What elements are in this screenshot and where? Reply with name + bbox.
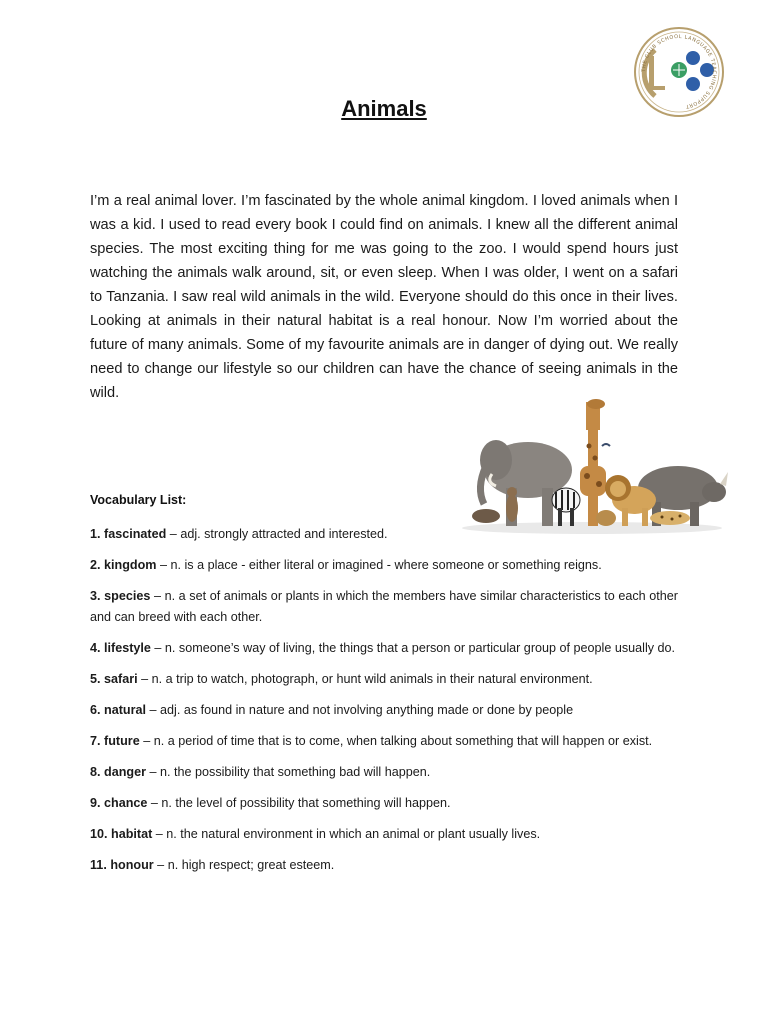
vocab-word: future [104,733,140,748]
vocabulary-list [90,524,678,886]
vocabulary-item [90,855,678,876]
vocab-number: 1. [90,527,101,541]
vocabulary-item [90,731,678,752]
vocab-definition: – n. a trip to watch, photograph, or hunt wild animals in their natural environment. [137,671,593,686]
vocab-word: danger [104,764,147,779]
vocab-definition: – n. the possibility that something bad will happen. [146,764,431,779]
vocabulary-item [90,762,678,783]
vocabulary-item [90,638,678,659]
vocab-definition: – n. the natural environment in which an animal or plant usually lives. [152,826,541,841]
vocabulary-item [90,586,678,627]
vocab-definition: – n. a set of animals or plants in which the members have similar characteristics to each other and can breed with each other. [90,589,678,624]
vocab-definition: – n. is a place - either literal or imagined - where someone or something reigns. [156,558,602,572]
vocab-word: habitat [111,826,153,841]
logo-ring-text: THE CLUB SCHOOL LANGUAGE TEACHING SUPPORT [640,33,718,110]
vocab-definition: – adj. as found in nature and not involving anything made or done by people [146,702,574,717]
vocab-definition: – adj. strongly attracted and interested. [166,527,388,541]
vocab-number: 8. [90,764,101,779]
vocab-number: 7. [90,733,101,748]
vocab-number: 11. [90,857,107,872]
page-title: Animals [341,96,427,121]
wild-animals-group-icon [456,396,728,536]
vocab-definition: – n. someone’s way of living, the things that a person or particular group of people usually do. [150,640,676,655]
vocab-word: fascinated [104,527,167,541]
vocabulary-item [90,555,678,576]
vocab-number: 10. [90,826,108,841]
vocab-definition: – n. a period of time that is to come, when talking about something that will happen or exist. [139,733,653,748]
vocabulary-item [90,524,678,545]
vocab-definition: – n. high respect; great esteem. [153,857,335,872]
vocab-word: safari [104,671,138,686]
vocab-word: species [104,589,151,603]
vocab-number: 4. [90,640,101,655]
vocab-number: 2. [90,558,101,572]
vocab-number: 9. [90,795,101,810]
vocabulary-item [90,793,678,814]
story-paragraph: I’m a real animal lover. I’m fascinated by the whole animal kingdom. I loved animals when I was a kid. I used to read every book I could find on animals. I knew all the different animal species. The most exciting thing for me was going to the zoo. I would spend hours just watching the animals walk around, sit, or even sleep. When I was older, I went on a safari to Tanzania. I saw real wild animals in the wild. Everyone should do this once in their lives. Looking at animals in their natural habitat is a real honour. Now I’m worried about the future of many animals. Some of my favourite animals are in danger of dying out. We really need to change our lifestyle so our children can have the chance of seeing animals in the wild. [90,192,678,401]
vocab-word: lifestyle [104,640,151,655]
vocabulary-item [90,700,678,721]
vocab-number: 5. [90,671,101,686]
vocab-number: 3. [90,589,101,603]
vocab-word: honour [110,857,154,872]
vocabulary-item [90,824,678,845]
vocabulary-heading: Vocabulary List: [90,493,187,507]
vocab-word: kingdom [104,558,157,572]
vocab-word: chance [104,795,148,810]
vocab-definition: – n. the level of possibility that something will happen. [147,795,451,810]
vocab-word: natural [104,702,147,717]
vocabulary-item [90,669,678,690]
vocab-number: 6. [90,702,101,717]
